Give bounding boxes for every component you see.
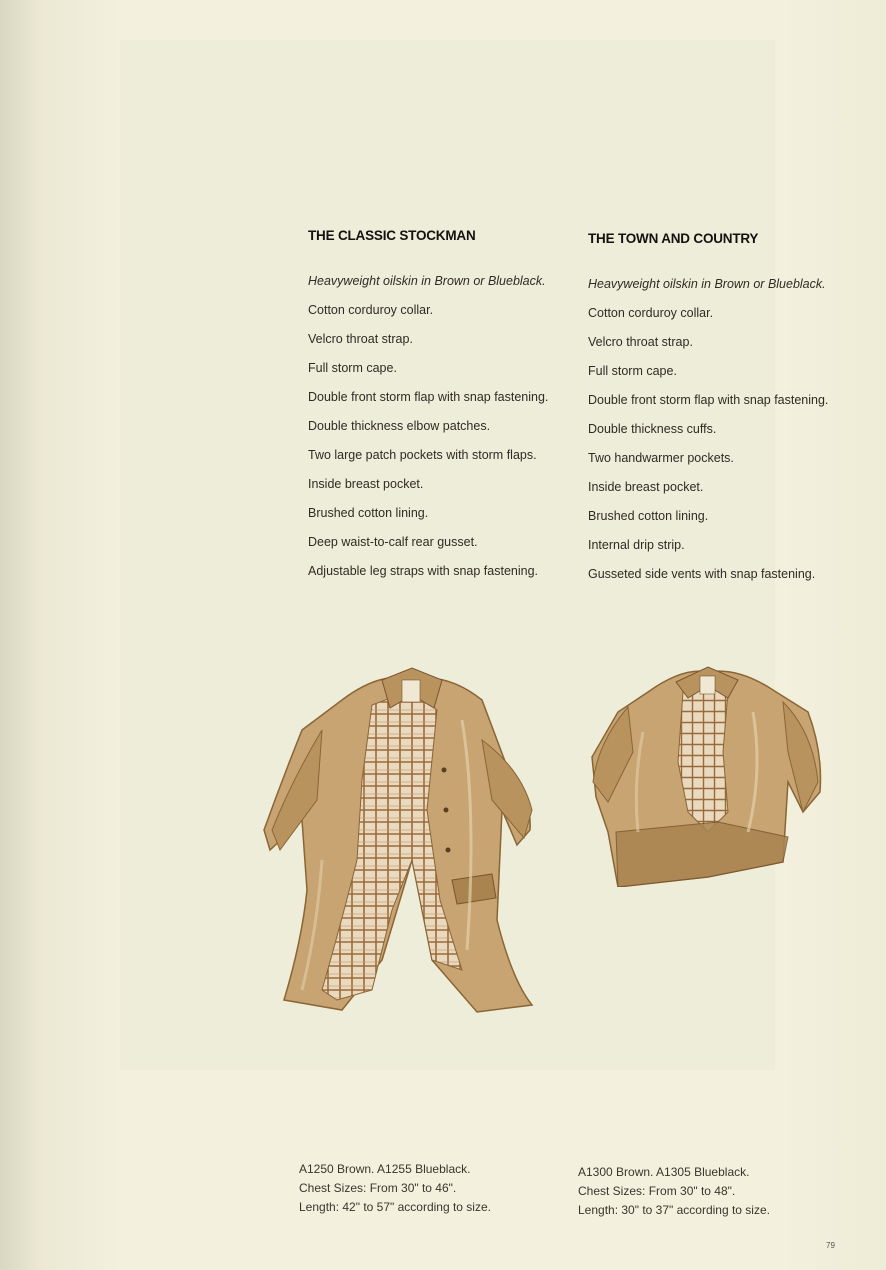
feature-item: Two large patch pockets with storm flaps.: [308, 448, 537, 462]
feature-item: Inside breast pocket.: [588, 480, 704, 494]
feature-item: Brushed cotton lining.: [588, 509, 709, 523]
feature-item: Double front storm flap with snap fastening.: [588, 393, 829, 407]
caption-line: Chest Sizes: From 30" to 48".: [578, 1184, 736, 1198]
town-country-heading: THE TOWN AND COUNTRY: [588, 231, 759, 246]
feature-item: Two handwarmer pockets.: [588, 451, 734, 465]
town-country-column: [588, 231, 848, 595]
feature-item: Heavyweight oilskin in Brown or Blueblack.: [308, 274, 546, 288]
caption-line: Length: 42" to 57" according to size.: [299, 1200, 491, 1214]
feature-item: Full storm cape.: [308, 361, 397, 375]
stockman-product-caption: [299, 1160, 491, 1217]
stockman-column: [308, 228, 578, 592]
stockman-coat-illustration: [262, 660, 542, 1020]
feature-item: Inside breast pocket.: [308, 477, 424, 491]
feature-item: Heavyweight oilskin in Brown or Blueblack.: [588, 277, 826, 291]
page-number: 79: [826, 1241, 835, 1250]
feature-item: Deep waist-to-calf rear gusset.: [308, 535, 478, 549]
feature-item: Cotton corduroy collar.: [308, 303, 434, 317]
feature-item: Full storm cape.: [588, 364, 677, 378]
town-country-product-caption: [578, 1163, 770, 1220]
town-country-jacket-illustration: [588, 662, 828, 887]
stockman-heading: THE CLASSIC STOCKMAN: [308, 228, 476, 243]
feature-item: Double thickness elbow patches.: [308, 419, 491, 433]
feature-item: Double front storm flap with snap fastening.: [308, 390, 549, 404]
caption-line: A1300 Brown. A1305 Blueblack.: [578, 1165, 750, 1179]
feature-item: Adjustable leg straps with snap fastening.: [308, 564, 538, 578]
feature-item: Brushed cotton lining.: [308, 506, 429, 520]
caption-line: Chest Sizes: From 30" to 46".: [299, 1181, 457, 1195]
feature-item: Gusseted side vents with snap fastening.: [588, 567, 816, 581]
feature-item: Internal drip strip.: [588, 538, 685, 552]
feature-item: Cotton corduroy collar.: [588, 306, 714, 320]
caption-line: A1250 Brown. A1255 Blueblack.: [299, 1162, 471, 1176]
feature-item: Velcro throat strap.: [308, 332, 413, 346]
caption-line: Length: 30" to 37" according to size.: [578, 1203, 770, 1217]
feature-item: Double thickness cuffs.: [588, 422, 717, 436]
feature-item: Velcro throat strap.: [588, 335, 693, 349]
